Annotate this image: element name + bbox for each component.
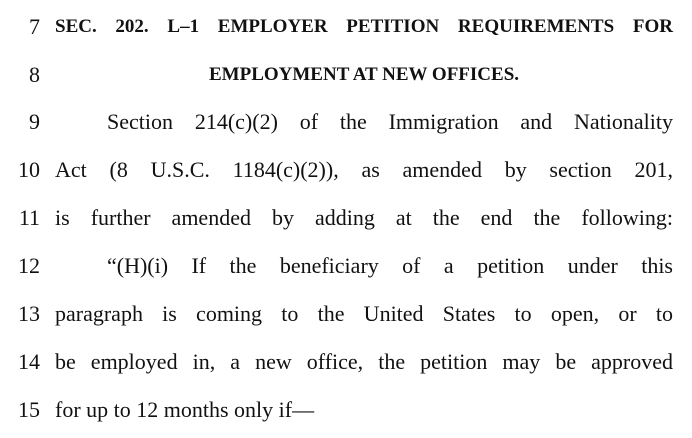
line-number: 9 (29, 109, 40, 134)
line-number: 11 (18, 205, 40, 230)
line-number: 7 (29, 14, 40, 39)
body-text-line: be employed in, a new office, the petition may be approved (55, 349, 673, 374)
line-number: 12 (18, 253, 40, 278)
line-14 (0, 338, 692, 386)
line-12 (0, 242, 692, 290)
line-number: 13 (18, 301, 40, 326)
line-15 (0, 386, 692, 434)
line-number: 10 (18, 157, 40, 182)
section-heading: SEC. 202. L–1 EMPLOYER PETITION REQUIREMENTS FOR (55, 16, 673, 37)
body-text-line: for up to 12 months only if— (55, 397, 315, 422)
line-number: 15 (18, 397, 40, 422)
line-7 (0, 3, 692, 51)
body-text-line: Act (8 U.S.C. 1184(c)(2)), as amended by section 201, (55, 157, 673, 182)
line-number: 14 (18, 349, 40, 374)
body-text-line: Section 214(c)(2) of the Immigration and Nationality (107, 109, 673, 134)
line-number: 8 (29, 62, 40, 87)
line-11 (0, 194, 692, 242)
line-10 (0, 146, 692, 194)
body-text-line: paragraph is coming to the United States to open, or to (55, 301, 673, 326)
line-9 (0, 98, 692, 146)
section-heading-continued: EMPLOYMENT AT NEW OFFICES. (208, 64, 520, 85)
line-13 (0, 290, 692, 338)
body-text-line: “(H)(i) If the beneficiary of a petition under this (107, 253, 673, 278)
line-8 (0, 51, 692, 99)
body-text-line: is further amended by adding at the end the following: (55, 205, 673, 230)
